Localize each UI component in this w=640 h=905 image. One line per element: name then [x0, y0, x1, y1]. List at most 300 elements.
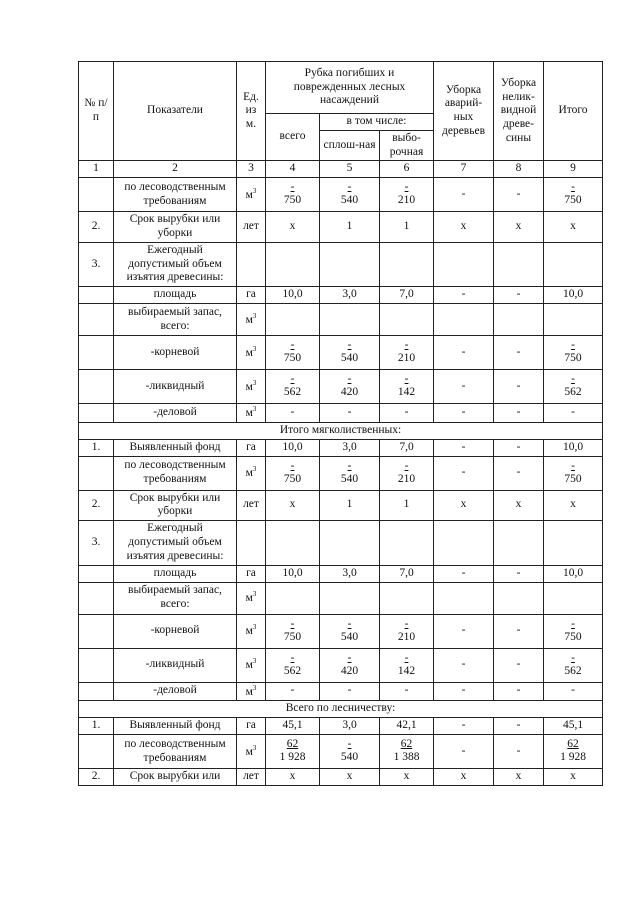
table-row [79, 304, 603, 336]
fraction-value [341, 738, 358, 763]
value-cell: 10,0 [544, 287, 603, 304]
header-solid: сплош-ная [320, 130, 380, 161]
value-cell: - [380, 682, 434, 701]
header-felling-group: Рубка погибших и поврежденных лесных насаждений [266, 62, 434, 114]
fraction-denominator: 750 [283, 352, 302, 365]
value-cell [266, 242, 320, 286]
fraction-numerator: - [347, 617, 352, 630]
fraction-denominator: 210 [397, 472, 416, 485]
fraction-denominator: 210 [397, 194, 416, 207]
unit-cell [237, 370, 266, 404]
fraction-value [398, 618, 415, 643]
unit-superscript: 3 [252, 311, 257, 320]
value-cell: 1 [320, 212, 380, 243]
unit-text: м [245, 380, 253, 393]
fraction-value [284, 373, 301, 398]
value-cell: - [494, 735, 544, 769]
table-row [79, 735, 603, 769]
fraction-value [284, 339, 301, 364]
table-row [79, 404, 603, 423]
value-cell [380, 582, 434, 614]
indicator-name: Ежегодный допустимый объем изъятия древесины: [114, 242, 237, 286]
fraction-value [398, 339, 415, 364]
row-number [79, 370, 114, 404]
unit-cell [237, 404, 266, 423]
value-cell [320, 178, 380, 212]
row-number: 1. [79, 439, 114, 456]
value-cell: х [320, 769, 380, 786]
value-cell: х [494, 769, 544, 786]
value-cell: х [494, 212, 544, 243]
fraction-denominator: 750 [564, 352, 582, 365]
unit-text: м [245, 313, 253, 326]
fraction-value [341, 618, 358, 643]
fraction-numerator: - [347, 339, 352, 352]
row-number: 3. [79, 521, 114, 565]
unit-superscript: 3 [252, 344, 257, 353]
fraction-denominator: 210 [397, 630, 416, 643]
fraction-value [341, 652, 358, 677]
fraction-denominator: 750 [564, 472, 582, 485]
value-cell [494, 242, 544, 286]
value-cell: 10,0 [544, 565, 603, 582]
value-cell [544, 521, 603, 565]
value-cell [320, 582, 380, 614]
unit-cell [237, 439, 266, 456]
value-cell: - [494, 439, 544, 456]
value-cell: 1 [320, 490, 380, 521]
unit-text: м [245, 745, 253, 758]
unit-cell [237, 582, 266, 614]
unit-text: м [245, 188, 253, 201]
unit-cell [237, 212, 266, 243]
row-number: 2. [79, 769, 114, 786]
column-number: 9 [544, 161, 603, 178]
unit-text: га [246, 566, 256, 579]
value-cell [380, 521, 434, 565]
fraction-numerator: - [290, 459, 295, 472]
value-cell: - [434, 735, 494, 769]
fraction-denominator: 562 [564, 664, 582, 677]
unit-cell [237, 242, 266, 286]
unit-superscript: 3 [252, 378, 257, 387]
column-number: 7 [434, 161, 494, 178]
indicator-name: Срок вырубки или уборки [114, 212, 237, 243]
value-cell: - [494, 565, 544, 582]
value-cell: 7,0 [380, 565, 434, 582]
column-number: 6 [380, 161, 434, 178]
row-number: 2. [79, 212, 114, 243]
value-cell: 3,0 [320, 287, 380, 304]
indicator-name: Выявленный фонд [114, 439, 237, 456]
fraction-denominator: 540 [340, 352, 359, 365]
unit-text: лет [243, 770, 259, 783]
fraction-denominator: 562 [283, 386, 302, 399]
indicator-name: -ликвидный [114, 370, 237, 404]
value-cell: 3,0 [320, 718, 380, 735]
value-cell [544, 735, 603, 769]
unit-superscript: 3 [252, 590, 257, 599]
value-cell [266, 735, 320, 769]
value-cell: х [434, 769, 494, 786]
unit-cell [237, 614, 266, 648]
value-cell [434, 521, 494, 565]
unit-text: м [245, 407, 253, 419]
fraction-denominator: 562 [283, 664, 302, 677]
value-cell: 7,0 [380, 287, 434, 304]
fraction-numerator: - [404, 651, 409, 664]
row-number [79, 614, 114, 648]
fraction-value [341, 460, 358, 485]
header-nonliquid: Уборка нелик-видной древе-сины [494, 62, 544, 161]
unit-cell [237, 682, 266, 701]
row-number [79, 582, 114, 614]
fraction-value [284, 618, 301, 643]
unit-cell [237, 565, 266, 582]
fraction-value [398, 652, 415, 677]
table-row [79, 287, 603, 304]
value-cell [320, 648, 380, 682]
value-cell: - [434, 178, 494, 212]
forest-felling-table [78, 61, 603, 786]
value-cell [434, 242, 494, 286]
value-cell [320, 304, 380, 336]
value-cell [494, 521, 544, 565]
unit-cell [237, 521, 266, 565]
unit-cell [237, 456, 266, 490]
value-cell: - [434, 287, 494, 304]
indicator-name: выбираемый запас, всего: [114, 304, 237, 336]
section-title: Итого мягколиственных: [79, 422, 603, 439]
fraction-numerator: - [571, 617, 575, 630]
value-cell: 10,0 [544, 439, 603, 456]
fraction-numerator: 62 [567, 738, 579, 751]
value-cell: - [434, 456, 494, 490]
fraction-denominator: 750 [283, 472, 302, 485]
fraction-value [280, 738, 306, 763]
fraction-value [341, 181, 358, 206]
value-cell: 42,1 [380, 718, 434, 735]
indicator-name: по лесоводственным требованиям [114, 456, 237, 490]
value-cell [544, 648, 603, 682]
fraction-numerator: - [290, 617, 295, 630]
fraction-denominator: 750 [283, 630, 302, 643]
fraction-denominator: 1 928 [279, 750, 306, 763]
fraction-value [560, 738, 586, 763]
unit-text: м [245, 659, 253, 672]
fraction-value [564, 652, 581, 677]
unit-cell [237, 769, 266, 786]
table-body [79, 178, 603, 786]
indicator-name: -корневой [114, 614, 237, 648]
value-cell: - [320, 682, 380, 701]
fraction-denominator: 210 [397, 352, 416, 365]
indicator-name: по лесоводственным требованиям [114, 735, 237, 769]
value-cell [544, 370, 603, 404]
value-cell: - [434, 614, 494, 648]
fraction-numerator: - [571, 651, 575, 664]
value-cell [494, 582, 544, 614]
fraction-denominator: 540 [340, 750, 359, 763]
value-cell: 1 [380, 490, 434, 521]
fraction-numerator: - [347, 181, 352, 194]
table-row [79, 682, 603, 701]
table-row [79, 582, 603, 614]
unit-text: м [245, 467, 253, 480]
value-cell: - [434, 565, 494, 582]
unit-superscript: 3 [252, 465, 257, 474]
unit-text: га [246, 440, 256, 453]
value-cell [266, 456, 320, 490]
value-cell: х [544, 490, 603, 521]
unit-superscript: 3 [252, 683, 257, 692]
fraction-value [564, 181, 581, 206]
value-cell [266, 336, 320, 370]
fraction-denominator: 750 [283, 194, 302, 207]
column-number: 5 [320, 161, 380, 178]
value-cell: х [266, 212, 320, 243]
fraction-value [564, 618, 581, 643]
fraction-value [564, 460, 581, 485]
value-cell [266, 370, 320, 404]
fraction-numerator: - [571, 181, 575, 194]
fraction-denominator: 540 [340, 472, 359, 485]
fraction-denominator: 1 928 [560, 750, 586, 763]
value-cell: х [434, 212, 494, 243]
row-number [79, 735, 114, 769]
indicator-name: Срок вырубки или [114, 769, 237, 786]
fraction-numerator: - [571, 459, 575, 472]
indicator-name: -ликвидный [114, 648, 237, 682]
table-row [79, 521, 603, 565]
unit-text: га [246, 719, 256, 732]
fraction-value [341, 339, 358, 364]
unit-text: м [245, 625, 253, 638]
header-indicators: Показатели [114, 62, 237, 161]
row-number [79, 178, 114, 212]
indicator-name: Выявленный фонд [114, 718, 237, 735]
value-cell: х [544, 212, 603, 243]
value-cell: 7,0 [380, 439, 434, 456]
column-numbers-row [79, 161, 603, 178]
value-cell: - [494, 287, 544, 304]
value-cell: - [434, 439, 494, 456]
indicator-name: площадь [114, 287, 237, 304]
value-cell: - [494, 682, 544, 701]
value-cell: х [266, 490, 320, 521]
fraction-denominator: 562 [564, 386, 582, 399]
value-cell: х [266, 769, 320, 786]
fraction-denominator: 142 [397, 386, 416, 399]
header-itogo: Итого [544, 62, 603, 161]
header-selective: выбо-рочная [380, 130, 434, 161]
value-cell [320, 614, 380, 648]
fraction-numerator: 62 [286, 738, 299, 751]
value-cell [266, 648, 320, 682]
indicator-name: -корневой [114, 336, 237, 370]
fraction-denominator: 420 [340, 664, 359, 677]
unit-cell [237, 735, 266, 769]
column-number: 1 [79, 161, 114, 178]
table-row [79, 769, 603, 786]
value-cell [380, 242, 434, 286]
value-cell: - [494, 456, 544, 490]
value-cell [380, 336, 434, 370]
value-cell: 10,0 [266, 287, 320, 304]
fraction-denominator: 540 [340, 630, 359, 643]
table-row [79, 370, 603, 404]
value-cell [266, 304, 320, 336]
unit-text: лет [243, 220, 259, 233]
value-cell: 3,0 [320, 439, 380, 456]
table-row [79, 439, 603, 456]
value-cell [380, 370, 434, 404]
fraction-numerator: - [290, 339, 295, 352]
indicator-name: -деловой [114, 404, 237, 423]
value-cell [434, 304, 494, 336]
value-cell: - [320, 404, 380, 423]
table-row [79, 490, 603, 521]
value-cell [544, 242, 603, 286]
fraction-numerator: - [571, 373, 575, 386]
unit-text: м [245, 685, 253, 698]
header-unit: Ед. из м. [237, 62, 266, 161]
value-cell [266, 178, 320, 212]
value-cell [544, 336, 603, 370]
row-number [79, 287, 114, 304]
fraction-numerator: - [404, 617, 409, 630]
unit-superscript: 3 [252, 623, 257, 632]
value-cell: - [494, 718, 544, 735]
fraction-numerator: - [290, 181, 295, 194]
table-row [79, 242, 603, 286]
value-cell: 10,0 [266, 565, 320, 582]
fraction-denominator: 750 [564, 630, 582, 643]
value-cell [544, 582, 603, 614]
value-cell [320, 336, 380, 370]
row-number [79, 682, 114, 701]
value-cell: х [494, 490, 544, 521]
column-number: 3 [237, 161, 266, 178]
value-cell: - [434, 404, 494, 423]
value-cell: - [494, 178, 544, 212]
value-cell: 45,1 [266, 718, 320, 735]
fraction-numerator: - [404, 459, 409, 472]
value-cell: - [266, 404, 320, 423]
fraction-denominator: 142 [397, 664, 416, 677]
unit-cell [237, 648, 266, 682]
row-number [79, 456, 114, 490]
section-title: Всего по лесничеству: [79, 701, 603, 718]
row-number: 2. [79, 490, 114, 521]
unit-superscript: 3 [252, 186, 257, 195]
fraction-value [341, 373, 358, 398]
value-cell [380, 648, 434, 682]
value-cell [434, 582, 494, 614]
value-cell: - [266, 682, 320, 701]
row-number: 3. [79, 242, 114, 286]
row-number [79, 404, 114, 423]
value-cell [544, 456, 603, 490]
row-number [79, 648, 114, 682]
unit-text: лет [243, 498, 259, 511]
value-cell [266, 521, 320, 565]
value-cell [266, 614, 320, 648]
column-number: 8 [494, 161, 544, 178]
unit-cell [237, 304, 266, 336]
value-cell: 10,0 [266, 439, 320, 456]
fraction-value [284, 652, 301, 677]
table-row [79, 565, 603, 582]
value-cell [380, 735, 434, 769]
value-cell: - [494, 336, 544, 370]
header-num: № п/п [79, 62, 114, 161]
fraction-value [564, 373, 581, 398]
table-row [79, 614, 603, 648]
table-row [79, 456, 603, 490]
unit-text: м [245, 346, 253, 359]
value-cell: - [434, 336, 494, 370]
header-total: всего [266, 114, 320, 161]
fraction-value [284, 460, 301, 485]
fraction-numerator: - [290, 651, 295, 664]
unit-cell [237, 718, 266, 735]
value-cell: 45,1 [544, 718, 603, 735]
fraction-value [398, 460, 415, 485]
value-cell: - [380, 404, 434, 423]
row-number [79, 565, 114, 582]
section-row [79, 701, 603, 718]
value-cell: - [434, 370, 494, 404]
fraction-value [398, 373, 415, 398]
fraction-value [398, 181, 415, 206]
value-cell: - [544, 682, 603, 701]
fraction-denominator: 1 388 [393, 750, 420, 763]
fraction-value [394, 738, 420, 763]
value-cell [544, 614, 603, 648]
value-cell: - [544, 404, 603, 423]
value-cell: х [544, 769, 603, 786]
fraction-numerator: - [290, 373, 295, 386]
value-cell [380, 304, 434, 336]
fraction-value [284, 181, 301, 206]
fraction-numerator: - [571, 339, 575, 352]
unit-cell [237, 287, 266, 304]
header-emergency: Уборка аварий-ных деревьев [434, 62, 494, 161]
value-cell: - [494, 404, 544, 423]
fraction-numerator: - [404, 339, 409, 352]
header-including: в том числе: [320, 114, 434, 131]
fraction-denominator: 750 [564, 194, 582, 207]
value-cell: - [494, 370, 544, 404]
row-number: 1. [79, 718, 114, 735]
row-number [79, 336, 114, 370]
unit-cell [237, 336, 266, 370]
row-number [79, 304, 114, 336]
value-cell: - [434, 682, 494, 701]
fraction-denominator: 540 [340, 194, 359, 207]
table-row [79, 648, 603, 682]
value-cell [494, 304, 544, 336]
table-row [79, 336, 603, 370]
indicator-name: Срок вырубки или уборки [114, 490, 237, 521]
value-cell [544, 178, 603, 212]
fraction-value [564, 339, 581, 364]
column-number: 2 [114, 161, 237, 178]
value-cell [320, 242, 380, 286]
value-cell [380, 178, 434, 212]
unit-superscript: 3 [252, 405, 257, 414]
